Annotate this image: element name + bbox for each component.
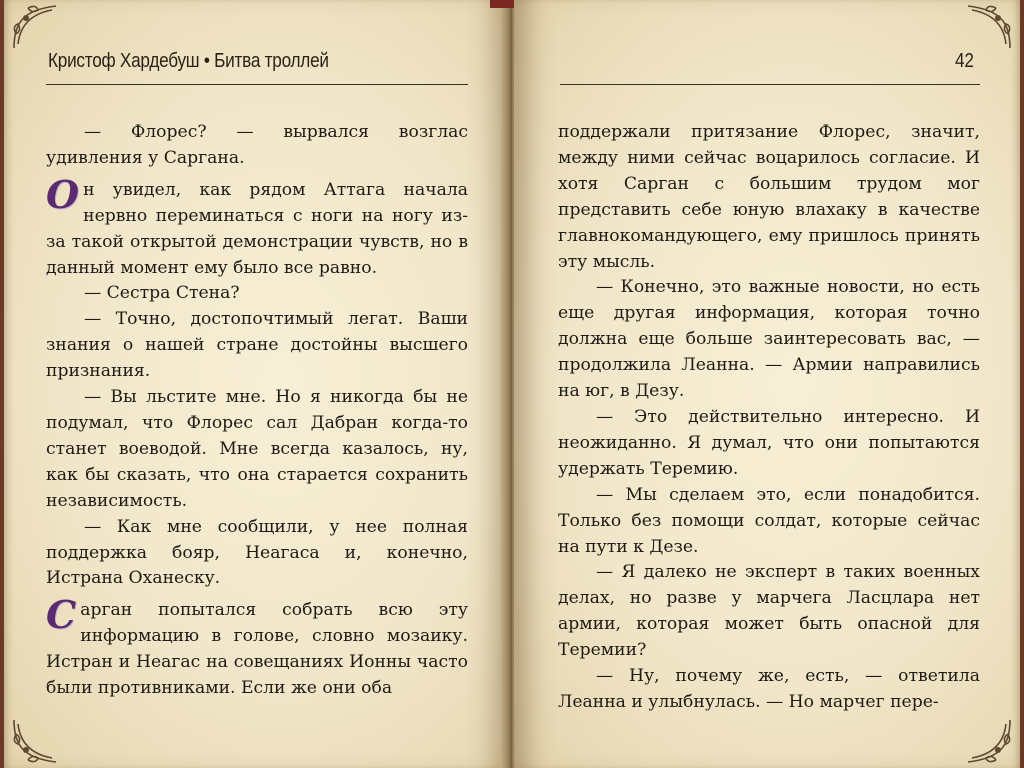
book-title-header: Кристоф Хардебуш • Битва троллей bbox=[48, 50, 329, 72]
paragraph: — Я далеко не эксперт в таких военных делах, но разве у марчега Ласцлара нет армии, которая может быть опасной для Теремии? bbox=[558, 562, 980, 661]
left-page[interactable] bbox=[4, 0, 508, 768]
dropcap: С bbox=[46, 592, 77, 638]
paragraph: — Точно, достопочтимый легат. Ваши знания о нашей стране достойны высшего признания. bbox=[46, 309, 468, 382]
left-page-text bbox=[46, 120, 468, 702]
dropcap: О bbox=[46, 171, 80, 217]
paragraph: — Это действительно интересно. И неожиданно. Я думал, что они попытаются удержать Теремию. bbox=[558, 406, 980, 479]
right-page[interactable] bbox=[514, 0, 1020, 768]
paragraph-dropcap: Он увидел, как рядом Аттага начала нервно переминаться с ноги на ногу из-за такой открытой демонстрации чувств, но в данный момент ему было все равно. bbox=[46, 171, 468, 278]
paragraph: поддержали притязание Флорес, значит, между ними сейчас воцарилось согласие. И хотя Сарган с большим трудом мог представить себе юную влахаку в качестве главнокомандующего, ему пришлось принять эту мысль. bbox=[558, 122, 980, 272]
ornament-corner-icon bbox=[966, 718, 1012, 764]
page-number: 42 bbox=[955, 50, 974, 72]
ornament-corner-icon bbox=[966, 4, 1012, 50]
paragraph: — Конечно, это важные новости, но есть еще другая информация, которая точно должна еще больше заинтересовать вас, — продолжила Леанна. — Армии направились на юг, в Дезу. bbox=[558, 277, 980, 402]
paragraph: — Мы сделаем это, если понадобится. Только без помощи солдат, которые сейчас на пути к Дезе. bbox=[558, 484, 980, 557]
header-rule bbox=[560, 84, 980, 85]
paragraph: — Сестра Стена? bbox=[84, 283, 240, 304]
right-page-text bbox=[558, 120, 980, 716]
paragraph: — Ну, почему же, есть, — ответила Леанна и улыбнулась. — Но марчег пере- bbox=[558, 666, 980, 712]
paragraph-dropcap: Сарган попытался собрать всю эту информацию в голове, словно мозаику. Истран и Неагас на совещаниях Ионны часто были противниками. Если же они оба bbox=[46, 592, 468, 699]
ornament-corner-icon bbox=[12, 4, 58, 50]
ornament-corner-icon bbox=[12, 718, 58, 764]
header-rule bbox=[46, 84, 468, 85]
paragraph: — Вы льстите мне. Но я никогда бы не подумал, что Флорес сал Дабран когда-то станет воеводой. Мне всегда казалось, ну, как бы сказать, что она старается сохранить независимость. bbox=[46, 387, 468, 511]
paragraph: — Как мне сообщили, у нее полная поддержка бояр, Неагаса и, конечно, Истрана Оханеску. bbox=[46, 516, 468, 589]
paragraph: — Флорес? — вырвался возглас удивления у Саргана. bbox=[46, 122, 468, 168]
